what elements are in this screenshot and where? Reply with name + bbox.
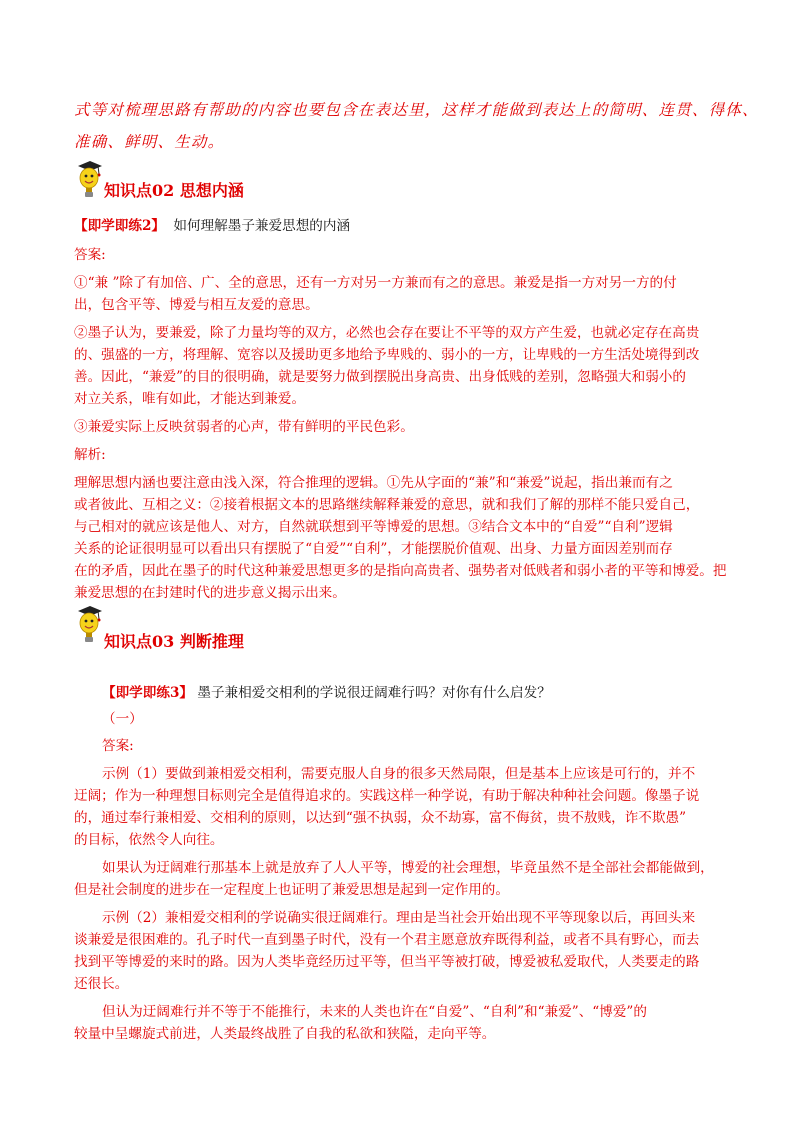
analysis-2-line: 理解思想内涵也要注意由浅入深，符合推理的逻辑。①先从字面的“兼”和“兼爱”说起，指出兼而有之: [74, 475, 673, 491]
answer-2-line: 的、强盛的一方，将理解、宽容以及援助更多地给予卑贱的、弱小的一方，让卑贱的一方生活处境得到改: [74, 347, 700, 363]
answer-3-line: 找到平等博爱的来时的路。因为人类毕竟经历过平等，但当平等被打破，博爱被私爱取代，人类要走的路: [74, 954, 700, 970]
answer-3-line: 迂阔；作为一种理想目标则完全是值得追求的。实践这样一种学说，有助于解决种种社会问题。像墨子说: [74, 788, 700, 804]
answer-3-line: 的目标，依然令人向往。: [74, 832, 224, 848]
analysis-2-line: 在的矛盾，因此在墨子的时代这种兼爱思想更多的是指向高贵者、强势者对低贱者和弱小者的平等和博爱。把: [74, 563, 727, 579]
analysis-2-line: 兼爱思想的在封建时代的进步意义揭示出来。: [74, 585, 346, 601]
answer-3-line: 较量中呈螺旋式前进，人类最终战胜了自我的私欲和狭隘，走向平等。: [74, 1026, 496, 1042]
section-2-title: 知识点02 思想内涵: [104, 181, 244, 200]
practice-2-label: 【即学即练2】: [74, 218, 166, 234]
answer-2-line: 出，包含平等、博爱与相互友爱的意思。: [74, 297, 319, 313]
answer-3-line: 的，通过奉行兼相爱、交相利的原则，以达到“强不执弱，众不劫寡，富不侮贫，贵不敖贱，诈不欺愚”: [74, 810, 687, 826]
analysis-2-label: 解析:: [74, 447, 106, 463]
answer-3-line: 还很长。: [74, 976, 129, 992]
answer-3-line: 示例（2）兼相爱交相利的学说确实很迂阔难行。理由是当社会开始出现不平等现象以后，再回头来: [102, 910, 696, 926]
answer-2-line: ①“兼 ”除了有加倍、广、全的意思，还有一方对另一方兼而有之的意思。兼爱是指一方对另一方的付: [74, 275, 677, 291]
practice-3-row: [102, 682, 551, 704]
answer-3-label: 答案:: [102, 738, 134, 754]
answer-3-line: 示例（1）要做到兼相爱交相利，需要克服人自身的很多天然局限，但是基本上应该是可行的，并不: [102, 766, 696, 782]
answer-3-line: 但是社会制度的进步在一定程度上也证明了兼爱思想是起到一定作用的。: [74, 882, 509, 898]
answer-2-line: ③兼爱实际上反映贫弱者的心声，带有鲜明的平民色彩。: [74, 419, 414, 435]
practice-3-question: 墨子兼相爱交相利的学说很迂阔难行吗？对你有什么启发？: [197, 685, 551, 701]
sub-label: （一）: [102, 711, 143, 727]
scholar-mascot-icon: [74, 605, 104, 645]
answer-2-line: ②墨子认为，要兼爱，除了力量均等的双方，必然也会存在要让不平等的双方产生爱，也就必定存在高贵: [74, 325, 700, 341]
section-3-title: 知识点03 判断推理: [104, 632, 244, 651]
intro-line-2: 准确、鲜明、生动。: [74, 133, 225, 151]
answer-3-line: 但认为迂阔难行并不等于不能推行，未来的人类也许在“自爱”、“自利”和“兼爱”、“博爱”的: [102, 1004, 647, 1020]
intro-line-1: 式等对梳理思路有帮助的内容也要包含在表达里，这样才能做到表达上的简明、连贯、得体、: [74, 101, 759, 119]
analysis-2-line: 与己相对的就应该是他人、对方，自然就联想到平等博爱的思想。③结合文本中的“自爱”“自利”逻辑: [74, 519, 673, 535]
answer-2-line: 对立关系，唯有如此，才能达到兼爱。: [74, 391, 306, 407]
answer-3-line: 如果认为迂阔难行那基本上就是放弃了人人平等，博爱的社会理想，毕竟虽然不是全部社会都能做到，: [102, 860, 714, 876]
answer-2-label: 答案:: [74, 247, 106, 263]
analysis-2-line: 或者彼此、互相之义：②接着根据文本的思路继续解释兼爱的意思，就和我们了解的那样不能只爱自己，: [74, 497, 700, 513]
practice-2-question: 如何理解墨子兼爱思想的内涵: [173, 218, 351, 234]
practice-2-row: [74, 215, 350, 237]
analysis-2-line: 关系的论证很明显可以看出只有摆脱了“自爱”“自利”，才能摆脱价值观、出身、力量方面因差别而存: [74, 541, 673, 557]
practice-3-label: 【即学即练3】: [102, 685, 194, 701]
scholar-mascot-icon: [74, 160, 104, 200]
answer-3-line: 谈兼爱是很困难的。孔子时代一直到墨子时代，没有一个君主愿意放弃既得利益，或者不具有野心，而去: [74, 932, 700, 948]
answer-2-line: 善。因此，“兼爱”的目的很明确，就是要努力做到摆脱出身高贵、出身低贱的差别，忽略强大和弱小的: [74, 369, 687, 385]
